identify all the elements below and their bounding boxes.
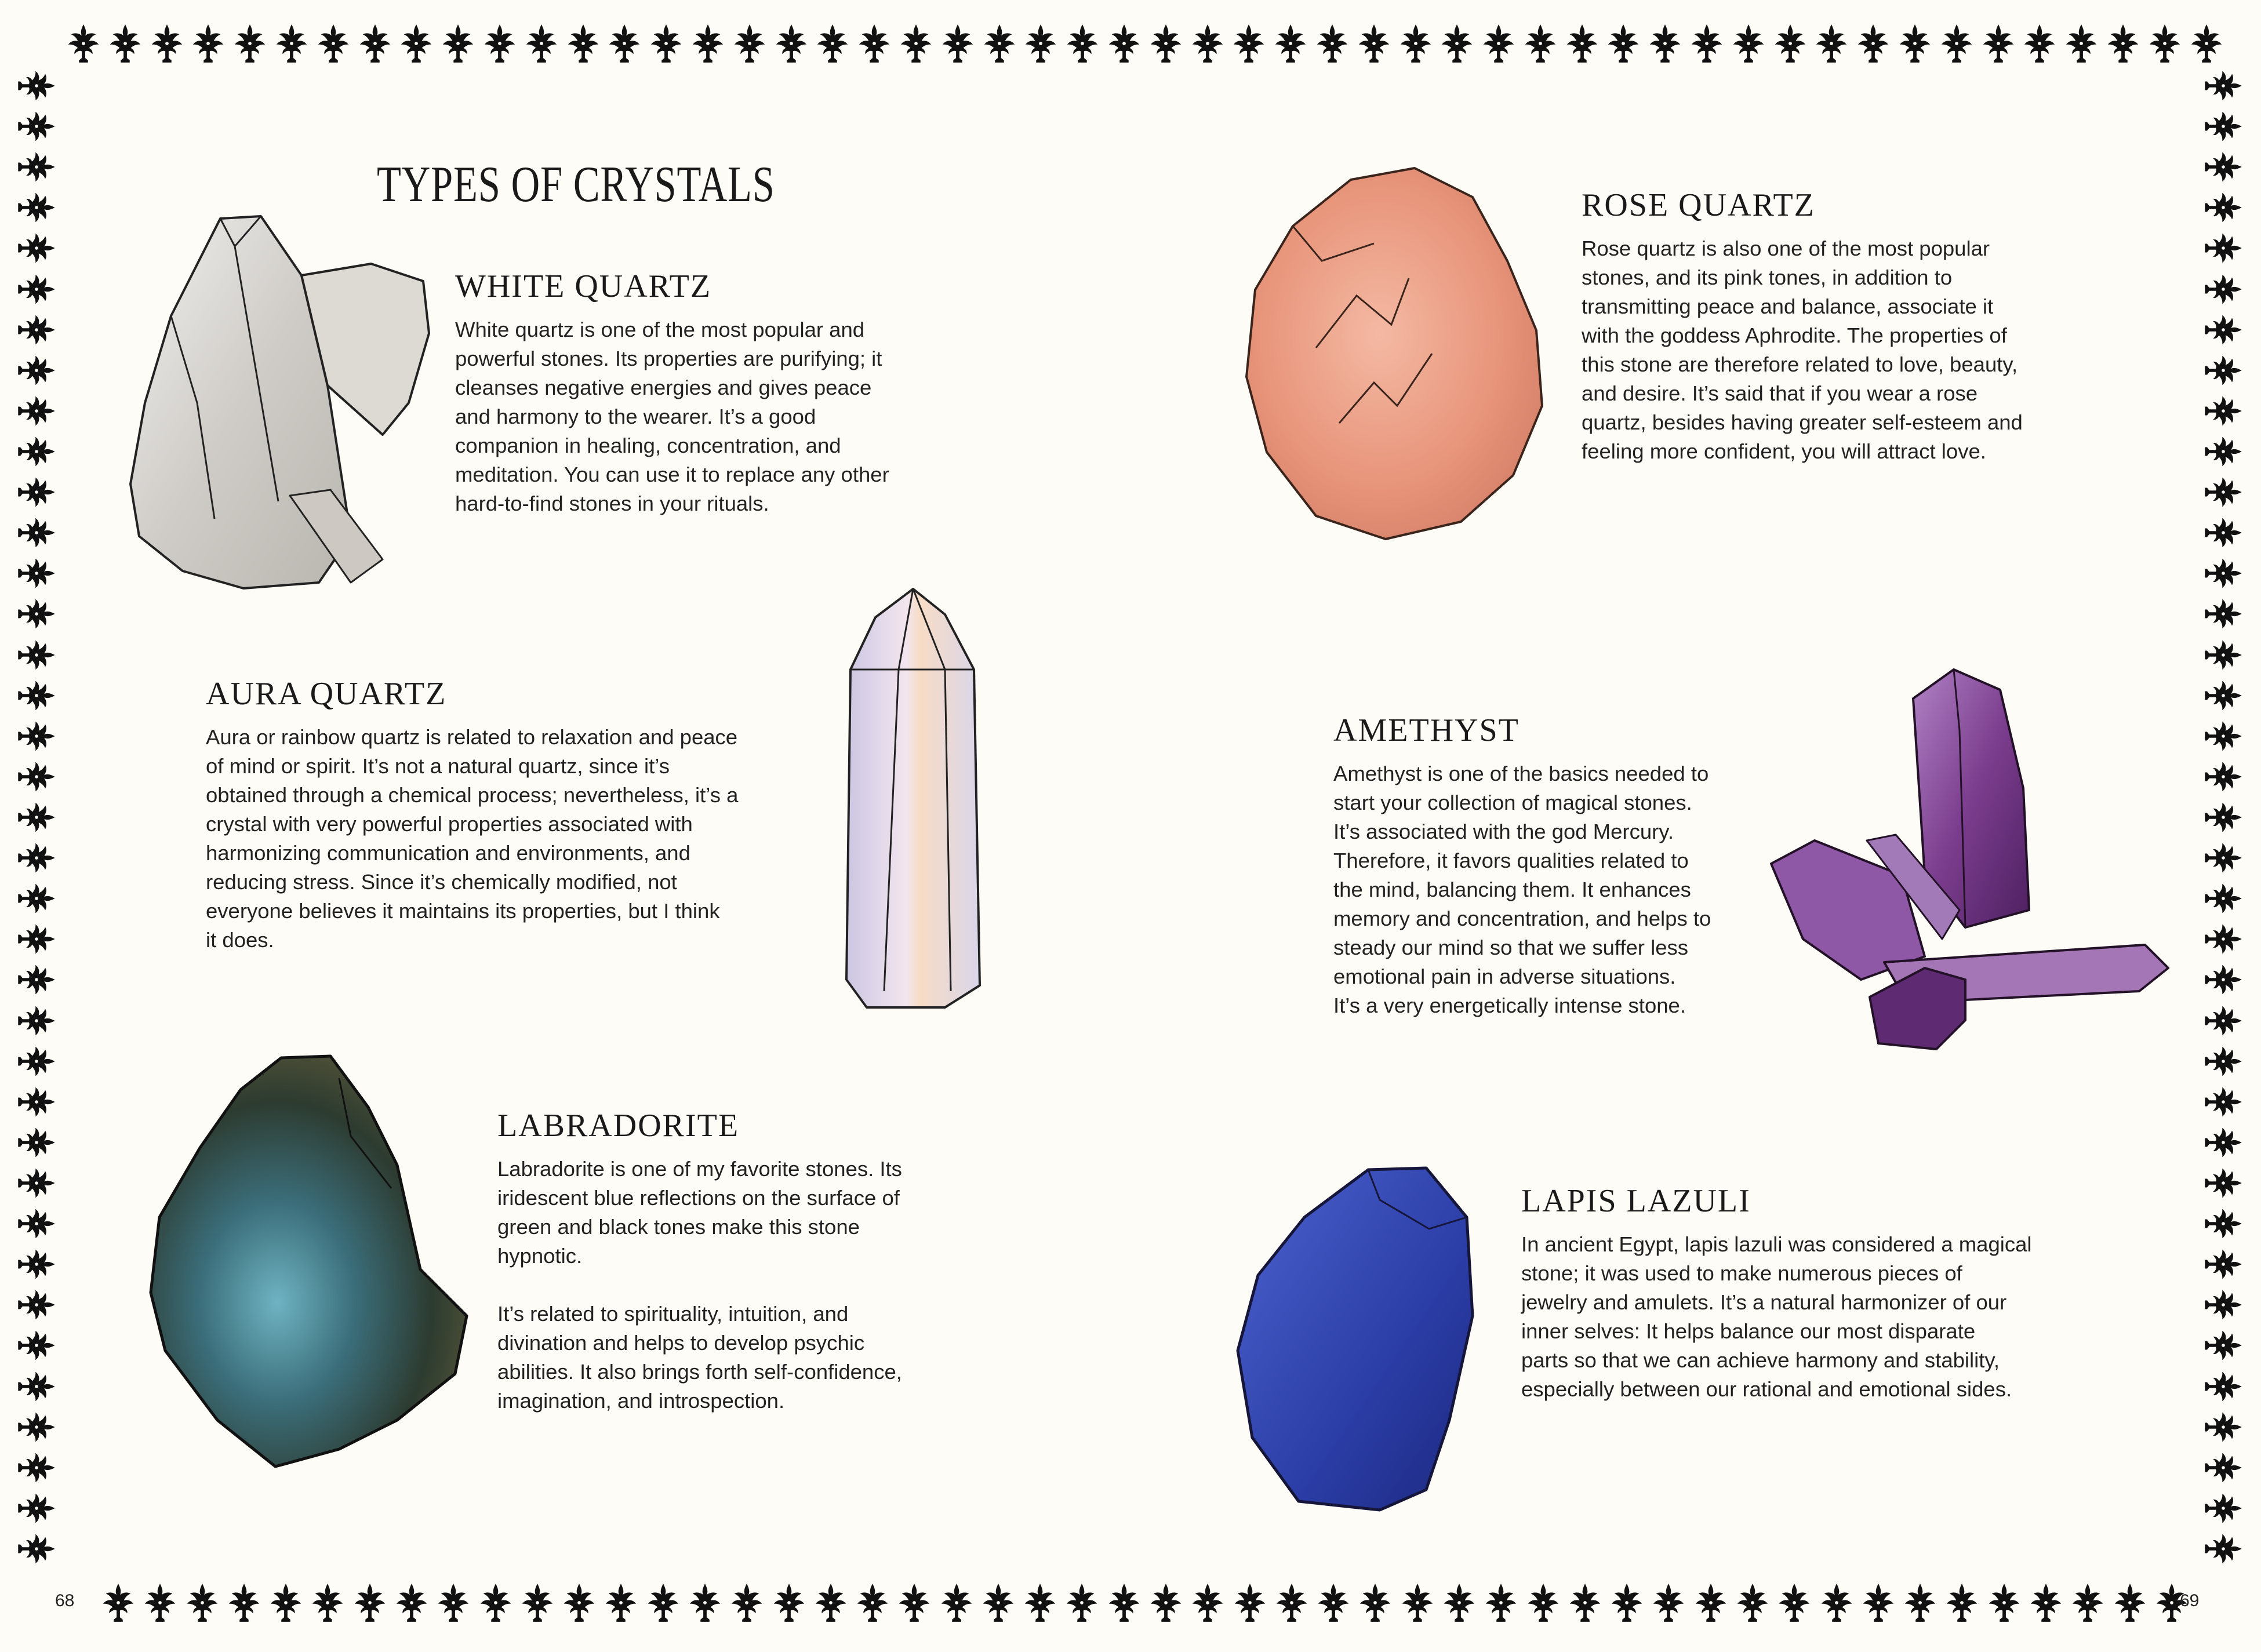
fleur-ornament-icon — [2203, 1533, 2244, 1565]
fleur-ornament-icon — [16, 1492, 57, 1524]
fleur-ornament-icon — [1732, 23, 1765, 64]
fleur-ornament-icon — [2203, 1451, 2244, 1484]
fleur-ornament-icon — [2203, 1289, 2244, 1321]
fleur-ornament-icon — [317, 23, 350, 64]
fleur-ornament-icon — [1565, 23, 1599, 64]
fleur-ornament-icon — [16, 720, 57, 752]
fleur-ornament-icon — [16, 557, 57, 590]
fleur-ornament-icon — [2203, 110, 2244, 143]
fleur-ornament-icon — [143, 1582, 177, 1623]
fleur-ornament-icon — [2203, 1045, 2244, 1078]
fleur-ornament-icon — [2203, 435, 2244, 468]
fleur-ornament-icon — [1820, 1582, 1853, 1623]
lapis-lazuli-heading: LAPIS LAZULI — [1521, 1183, 1751, 1219]
fleur-ornament-icon — [16, 1126, 57, 1159]
fleur-ornament-icon — [730, 1582, 764, 1623]
fleur-ornament-icon — [2203, 842, 2244, 874]
fleur-ornament-icon — [2203, 801, 2244, 834]
fleur-ornament-icon — [2203, 516, 2244, 549]
page-number-left: 68 — [55, 1591, 75, 1610]
fleur-ornament-icon — [16, 1289, 57, 1321]
fleur-ornament-icon — [1232, 23, 1266, 64]
rose-quartz-heading: ROSE QUARTZ — [1582, 187, 1815, 223]
fleur-ornament-icon — [1399, 23, 1433, 64]
fleur-ornament-icon — [101, 1582, 135, 1623]
fleur-ornament-icon — [16, 882, 57, 915]
fleur-ornament-icon — [1274, 23, 1307, 64]
fleur-ornament-icon — [16, 1329, 57, 1362]
fleur-ornament-icon — [16, 1451, 57, 1484]
fleur-ornament-icon — [1149, 23, 1183, 64]
fleur-ornament-icon — [16, 760, 57, 793]
fleur-ornament-icon — [2203, 679, 2244, 712]
fleur-ornament-icon — [150, 23, 184, 64]
fleur-ornament-icon — [395, 1582, 428, 1623]
labradorite-illustration — [148, 1049, 472, 1472]
fleur-ornament-icon — [2203, 314, 2244, 346]
fleur-ornament-icon — [2064, 23, 2098, 64]
fleur-ornament-icon — [1023, 1582, 1057, 1623]
fleur-ornament-icon — [982, 1582, 1015, 1623]
fleur-ornament-icon — [1987, 1582, 2021, 1623]
fleur-ornament-icon — [1526, 1582, 1560, 1623]
fleur-ornament-icon — [2113, 1582, 2147, 1623]
lapis-lazuli-text: In ancient Egypt, lapis lazuli was considered a magical stone; it was used to make numerous pieces of jewelry and amulets. It’s a natural harmonizer of our inner selves: It helps balance our most disparate parts so that we can achieve harmony and stability, especially between our rational and emotional sides. — [1521, 1232, 2032, 1401]
fleur-ornament-icon — [2203, 882, 2244, 915]
fleur-ornament-icon — [2203, 1370, 2244, 1403]
amethyst-text: Amethyst is one of the basics needed to start your collection of magical stones. It’s associated with the god Mercury. Therefore, it favors qualities related to the mind, balancing them. It enhances memory and concentration, and helps to steady our mind so that we suffer less emotional pain in adverse situations. It’s a very energetically intense stone. — [1333, 762, 1711, 1017]
labradorite-entry — [497, 1107, 973, 1416]
fleur-ornament-icon — [649, 23, 683, 64]
fleur-ornament-icon — [2203, 1167, 2244, 1199]
fleur-ornament-icon — [1940, 23, 1973, 64]
fleur-ornament-icon — [399, 23, 433, 64]
fleur-ornament-icon — [16, 1086, 57, 1118]
labradorite-text-2: It’s related to spirituality, intuition, and divination and helps to develop psychic abilities. It also brings forth self-confidence, imagination, and introspection. — [497, 1302, 902, 1413]
fleur-ornament-icon — [1736, 1582, 1769, 1623]
fleur-ornament-icon — [227, 1582, 261, 1623]
fleur-ornament-icon — [816, 23, 849, 64]
fleur-ornament-icon — [16, 1411, 57, 1443]
fleur-ornament-icon — [16, 1533, 57, 1565]
fleur-ornament-icon — [2203, 1126, 2244, 1159]
rose-quartz-illustration — [1241, 162, 1565, 545]
fleur-ornament-icon — [2148, 23, 2182, 64]
fleur-ornament-icon — [1440, 23, 1474, 64]
fleur-ornament-icon — [2203, 70, 2244, 102]
lapis-lazuli-entry — [1521, 1182, 2136, 1404]
fleur-ornament-icon — [1357, 23, 1391, 64]
fleur-ornament-icon — [2203, 639, 2244, 671]
labradorite-text-1: Labradorite is one of my favorite stones. Its iridescent blue reflections on the surface of green and black tones make this stone hypnotic. — [497, 1157, 902, 1268]
fleur-ornament-icon — [1568, 1582, 1602, 1623]
fleur-ornament-icon — [441, 23, 475, 64]
fleur-ornament-icon — [16, 273, 57, 305]
fleur-ornament-icon — [16, 232, 57, 264]
fleur-ornament-icon — [353, 1582, 387, 1623]
fleur-ornament-icon — [1982, 23, 2015, 64]
fleur-ornament-icon — [646, 1582, 680, 1623]
fleur-ornament-icon — [16, 110, 57, 143]
fleur-ornament-icon — [16, 1045, 57, 1078]
fleur-ornament-icon — [483, 23, 517, 64]
fleur-ornament-icon — [2203, 476, 2244, 508]
fleur-ornament-icon — [1484, 1582, 1518, 1623]
fleur-ornament-icon — [521, 1582, 554, 1623]
fleur-ornament-icon — [2203, 354, 2244, 387]
fleur-ornament-icon — [67, 23, 100, 64]
fleur-ornament-icon — [16, 801, 57, 834]
white-quartz-text: White quartz is one of the most popular and powerful stones. Its properties are purifying; it cleanses negative energies and gives peace and harmony to the wearer. It’s a good companion in healing, concentration, and meditation. You can use it to replace any other hard-to-find stones in your rituals. — [455, 318, 889, 515]
fleur-ornament-icon — [2203, 232, 2244, 264]
fleur-ornament-icon — [2203, 720, 2244, 752]
fleur-ornament-icon — [2203, 598, 2244, 630]
fleur-ornament-icon — [733, 23, 766, 64]
fleur-ornament-icon — [16, 314, 57, 346]
fleur-ornament-icon — [16, 639, 57, 671]
fleur-ornament-icon — [16, 435, 57, 468]
fleur-ornament-icon — [1315, 23, 1349, 64]
fleur-ornament-icon — [2203, 273, 2244, 305]
fleur-ornament-icon — [1482, 23, 1515, 64]
fleur-ornament-icon — [1606, 23, 1640, 64]
fleur-ornament-icon — [2023, 23, 2056, 64]
rose-quartz-entry — [1582, 187, 2092, 466]
fleur-ornament-icon — [940, 1582, 973, 1623]
fleur-ornament-icon — [1149, 1582, 1183, 1623]
fleur-ornament-icon — [2203, 1329, 2244, 1362]
fleur-ornament-icon — [275, 23, 308, 64]
fleur-ornament-icon — [691, 23, 725, 64]
labradorite-heading: LABRADORITE — [497, 1108, 740, 1144]
fleur-ornament-icon — [311, 1582, 344, 1623]
fleur-ornament-icon — [1648, 23, 1682, 64]
fleur-ornament-icon — [856, 1582, 889, 1623]
amethyst-illustration — [1768, 667, 2174, 1072]
fleur-ornament-icon — [1065, 1582, 1099, 1623]
fleur-ornament-icon — [479, 1582, 512, 1623]
fleur-ornament-icon — [269, 1582, 303, 1623]
fleur-ornament-icon — [897, 1582, 931, 1623]
fleur-ornament-icon — [16, 354, 57, 387]
fleur-ornament-icon — [16, 679, 57, 712]
fleur-ornament-icon — [2190, 23, 2223, 64]
fleur-ornament-icon — [2203, 1005, 2244, 1037]
fleur-ornament-icon — [1652, 1582, 1685, 1623]
amethyst-entry — [1333, 712, 1774, 1020]
fleur-ornament-icon — [16, 516, 57, 549]
fleur-ornament-icon — [814, 1582, 848, 1623]
fleur-ornament-icon — [1903, 1582, 1937, 1623]
fleur-ornament-icon — [608, 23, 641, 64]
fleur-ornament-icon — [1107, 1582, 1141, 1623]
fleur-ornament-icon — [1856, 23, 1890, 64]
fleur-ornament-icon — [688, 1582, 722, 1623]
page-title: TYPES OF CRYSTALS — [377, 157, 775, 213]
fleur-ornament-icon — [1815, 23, 1848, 64]
fleur-ornament-icon — [525, 23, 558, 64]
fleur-ornament-icon — [16, 598, 57, 630]
fleur-ornament-icon — [16, 151, 57, 183]
fleur-ornament-icon — [1524, 23, 1557, 64]
top-border — [67, 17, 2223, 70]
fleur-ornament-icon — [562, 1582, 596, 1623]
fleur-ornament-icon — [2203, 395, 2244, 427]
fleur-ornament-icon — [16, 963, 57, 996]
fleur-ornament-icon — [983, 23, 1016, 64]
fleur-ornament-icon — [2203, 1248, 2244, 1280]
fleur-ornament-icon — [1862, 1582, 1895, 1623]
right-border — [2197, 70, 2249, 1565]
fleur-ornament-icon — [16, 70, 57, 102]
aura-quartz-entry — [206, 675, 820, 955]
fleur-ornament-icon — [191, 23, 225, 64]
fleur-ornament-icon — [16, 923, 57, 955]
fleur-ornament-icon — [1024, 23, 1057, 64]
fleur-ornament-icon — [16, 395, 57, 427]
fleur-ornament-icon — [2203, 191, 2244, 224]
aura-quartz-heading: AURA QUARTZ — [206, 676, 447, 712]
fleur-ornament-icon — [1275, 1582, 1308, 1623]
fleur-ornament-icon — [2203, 557, 2244, 590]
fleur-ornament-icon — [2106, 23, 2140, 64]
fleur-ornament-icon — [16, 1167, 57, 1199]
fleur-ornament-icon — [857, 23, 891, 64]
fleur-ornament-icon — [1317, 1582, 1350, 1623]
fleur-ornament-icon — [16, 1207, 57, 1240]
lapis-lazuli-illustration — [1235, 1165, 1478, 1513]
fleur-ornament-icon — [1358, 1582, 1392, 1623]
fleur-ornament-icon — [604, 1582, 638, 1623]
fleur-ornament-icon — [233, 23, 267, 64]
fleur-ornament-icon — [566, 23, 600, 64]
white-quartz-illustration — [128, 212, 441, 597]
page-number-right: 69 — [2180, 1591, 2200, 1610]
fleur-ornament-icon — [1610, 1582, 1644, 1623]
fleur-ornament-icon — [358, 23, 392, 64]
amethyst-heading: AMETHYST — [1333, 712, 1520, 748]
fleur-ornament-icon — [1690, 23, 1724, 64]
fleur-ornament-icon — [437, 1582, 470, 1623]
fleur-ornament-icon — [2203, 151, 2244, 183]
fleur-ornament-icon — [2203, 963, 2244, 996]
fleur-ornament-icon — [2071, 1582, 2104, 1623]
fleur-ornament-icon — [108, 23, 142, 64]
fleur-ornament-icon — [1694, 1582, 1728, 1623]
aura-quartz-text: Aura or rainbow quartz is related to relaxation and peace of mind or spirit. It’s not a natural quartz, since it’s obtained through a chemical process; nevertheless, it’s a crystal with very powerful properties associated with harmonizing communication and environments, and reducing stress. Since it’s chemically modified, not everyone believes it maintains its properties, but I think it does. — [206, 725, 739, 952]
fleur-ornament-icon — [2203, 1207, 2244, 1240]
fleur-ornament-icon — [16, 476, 57, 508]
fleur-ornament-icon — [16, 1005, 57, 1037]
fleur-ornament-icon — [2029, 1582, 2063, 1623]
white-quartz-entry — [455, 268, 954, 518]
fleur-ornament-icon — [1191, 1582, 1224, 1623]
fleur-ornament-icon — [2203, 923, 2244, 955]
fleur-ornament-icon — [772, 1582, 806, 1623]
fleur-ornament-icon — [16, 842, 57, 874]
fleur-ornament-icon — [899, 23, 933, 64]
fleur-ornament-icon — [1066, 23, 1099, 64]
fleur-ornament-icon — [1401, 1582, 1434, 1623]
white-quartz-heading: WHITE QUARTZ — [455, 268, 712, 304]
fleur-ornament-icon — [2203, 760, 2244, 793]
fleur-ornament-icon — [1773, 23, 1807, 64]
bottom-border — [101, 1577, 2189, 1629]
fleur-ornament-icon — [1898, 23, 1932, 64]
rose-quartz-text: Rose quartz is also one of the most popular stones, and its pink tones, in addition to transmitting peace and balance, associate it with the goddess Aphrodite. The properties of this stone are therefore related to love, beauty, and desire. It’s said that if you wear a rose quartz, besides having greater self-esteem and feeling more confident, you will attract love. — [1582, 236, 2023, 463]
fleur-ornament-icon — [16, 1248, 57, 1280]
fleur-ornament-icon — [1191, 23, 1224, 64]
fleur-ornament-icon — [1107, 23, 1141, 64]
left-border — [10, 70, 63, 1565]
fleur-ornament-icon — [16, 1370, 57, 1403]
fleur-ornament-icon — [1233, 1582, 1267, 1623]
fleur-ornament-icon — [2203, 1492, 2244, 1524]
fleur-ornament-icon — [2203, 1086, 2244, 1118]
fleur-ornament-icon — [1442, 1582, 1476, 1623]
fleur-ornament-icon — [775, 23, 808, 64]
aura-quartz-illustration — [844, 585, 994, 1014]
fleur-ornament-icon — [1777, 1582, 1811, 1623]
fleur-ornament-icon — [186, 1582, 219, 1623]
fleur-ornament-icon — [2203, 1411, 2244, 1443]
fleur-ornament-icon — [941, 23, 975, 64]
fleur-ornament-icon — [1945, 1582, 1979, 1623]
fleur-ornament-icon — [16, 191, 57, 224]
